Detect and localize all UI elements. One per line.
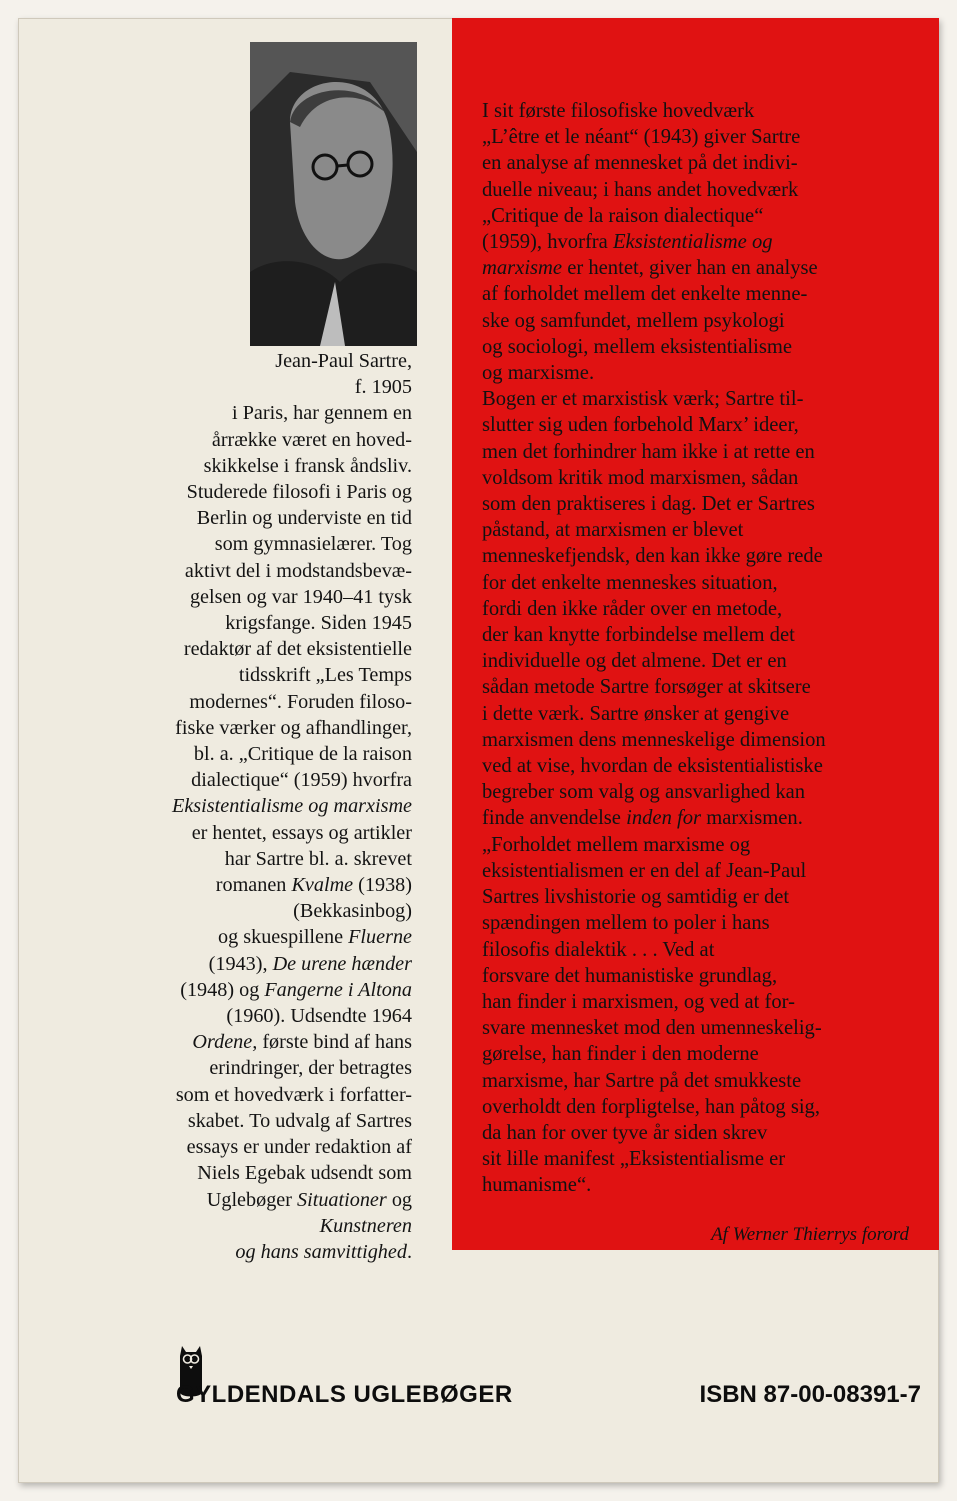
bio-text-8: og [391,1188,412,1211]
bio-text-7: første bind af hans erindringer, der betragtes som et hovedværk i forfatter- skabet. To udvalg af Sartres essays er under redaktion af Niels Egebak udsendt som Uglebøger [175,1031,412,1211]
photo-caption-born: f. 1905 [354,376,412,399]
publisher-name: GYLDENDALS UGLEBØGER [176,1381,513,1408]
blurb-text-3: marxismen. „Forholdet mellem marxisme og eksistentialismen er en del af Jean-Paul Sartres livshistorie og samtidig er det spændingen mellem to poler i hans filosofis dialektik . . . Ved at forsvare det humanistiske grundlag, han finder i marxismen, og ved at for- svare mennesket mod den umenneskelig- gørelse, han finder i den moderne marxisme, har Sartre på det smukkeste overholdt den forpligtelse, han påtog sig, da han for over tyve år siden skrev sit lille manifest „Eksistentialisme er humanisme“. [482,807,822,1197]
bio-title-6: Ordene, [192,1031,258,1054]
bio-text-5: (1948) og [180,978,260,1001]
bio-title-5: Fangerne i Altona [264,978,412,1001]
bio-title-8: Kunstneren og hans samvittighed [235,1214,412,1263]
bio-title-1: Eksistentialisme og marxisme [172,795,412,818]
blurb-title: Eksistentialisme og marxisme [482,231,773,280]
blurb-emphasis: inden for [626,807,702,830]
isbn: ISBN 87-00-08391-7 [699,1381,921,1408]
bio-text-4: (1943), [208,952,268,975]
author-portrait-illustration [250,42,417,346]
bio-text-9: . [406,1240,412,1263]
bio-text-6: (1960). Udsendte 1964 [226,1005,412,1028]
bio-text-1: i Paris, har gennem en årrække været en hoved- skikkelse i fransk åndsliv. Studerede filosofi i Paris og Berlin og underviste en tid som gymnasielærer. Tog aktivt del i modstandsbevæ- gelsen og var 1940–41 tysk krigsfange. Siden 1945 redaktør af det eksistentielle tidsskrift „Les Temps modernes“. Foruden filoso- fiske værker og afhandlinger, bl. a. „Critique de la raison dialectique“ (1959) hvorfra [175,402,412,792]
bio-title-4: De urene hænder [272,952,412,975]
blurb-text-2: er hentet, giver han en analyse af forholdet mellem det enkelte menne- ske og samfundet, mellem psykologi og sociologi, mellem eksistentialisme og marxisme. Bogen er et marxistisk værk; Sartre til- slutter sig uden forbehold Marx’ ideer, men det forhindrer ham ikke i at rette en voldsom kritik mod marxismen, sådan som den praktiseres i dag. Det er Sartres påstand, at marxismen er blevet menneskefjendsk, den kan ikke gøre rede for det enkelte menneskes situation, fordi den ikke råder over en metode, der kan knytte forbindelse mellem det individuelle og det almene. Det er en sådan metode Sartre forsøger at skitsere i dette værk. Sartre ønsker at gengive marxismen dens menneskelige dimension ved at vise, hvordan de eksistentialistiske begreber som valg og ansvarlighed kan finde anvendelse [482,257,826,830]
author-bio [120,348,412,1265]
author-photo [250,42,417,346]
blurb-text [482,98,918,1199]
photo-caption-name: Jean-Paul Sartre, [275,350,412,372]
bio-title-3: Fluerne [348,926,412,949]
bio-text-2: er hentet, essays og artikler har Sartre bl. a. skrevet romanen [191,821,412,897]
bio-title-7: Situationer [297,1188,387,1211]
blurb-credit: Af Werner Thierrys forord [711,1224,909,1245]
bio-title-2: Kvalme [291,874,354,897]
bio-text-3: (1938) (Bekkasinbog) og skuespillene [218,874,412,949]
blurb-text-1: I sit første filosofiske hovedværk „L’être et le néant“ (1943) giver Sartre en analyse af mennesket på det indivi- duelle niveau; i hans andet hovedværk „Critique de la raison dialectique“ (1959), hvorfra [482,100,801,254]
